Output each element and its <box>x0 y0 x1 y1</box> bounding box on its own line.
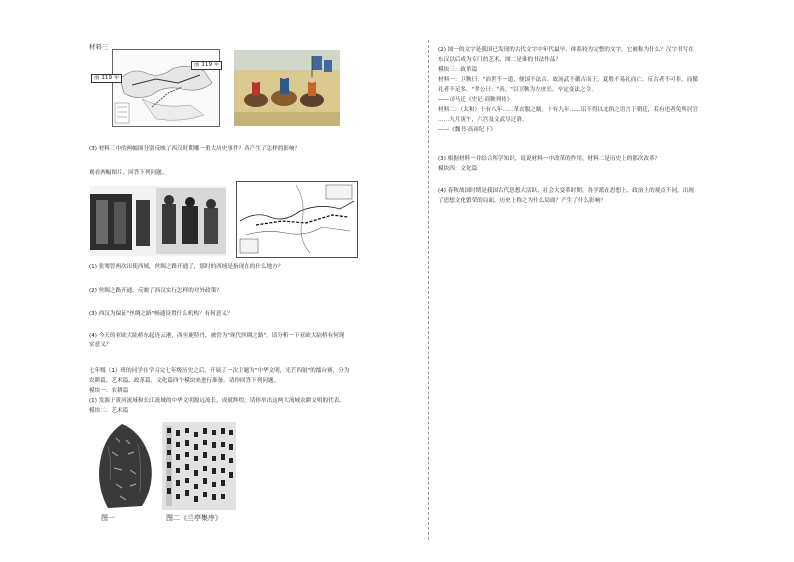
question-3-material: (3) 材料三中的两幅图分别反映了西汉时期哪一重大历史事件？各产生了怎样的影响？ <box>89 146 301 152</box>
module-1-question: (1) 发源于黄河流域和长江流域的中华文明源远流长，成就辉煌。请你举出这两大流域农耕文明的代表。 <box>89 398 345 404</box>
question-3: (3) 西汉为保证"丝绸之路"畅通设置什么机构？有何意义？ <box>89 311 233 317</box>
grade-intro-line1: 七年级（1）班的同学在学习完七年级历史之后，开展了一次主题为"中华文明，光芒四射"的擂台赛，分为 <box>89 368 350 374</box>
question-4-line2: 实意义？ <box>89 342 112 348</box>
right-question-4-line1: (4) 春秋战国时期是我国古代思想大活跃、社会大变革时期，各学派在思想上、政治上的观点不同，出现 <box>438 188 694 194</box>
observe-intro: 观看两幅图片，回答下列问题。 <box>89 170 168 176</box>
grade-intro-line2: 农耕篇、艺术篇、政革篇、文化篇四个模块来进行准备。请你回答下列问题。 <box>89 378 280 384</box>
lanting-calligraphy-image <box>162 422 236 510</box>
right-question-3: (3) 根据材料一并结合所学知识，说说材料一中改革的作用。材料二是历史上的那次改革？ <box>438 156 661 162</box>
material-1-line1: 材料一：卫鞅曰："治世不一道，便国不法古。故汤武不循古而王，夏殷不易礼而亡。反古者不可非，而循 <box>438 77 698 83</box>
oracle-bone-image <box>92 422 158 510</box>
column-divider <box>428 40 429 540</box>
figure-1-caption: 图一 <box>101 514 115 522</box>
question-2: (2) 丝绸之路开通，反映了西汉实行怎样的对外政策？ <box>89 288 222 294</box>
right-question-2-line2: 东汉以后成为专门的艺术，图二是谁的书法作品？ <box>438 57 562 63</box>
material-2-line1: 材料二：（太和）十有八年……革衣服之制。十有九年……诏不得以北俗之语言于朝廷，若有违者免所居官 <box>438 107 699 113</box>
envoy-painting <box>234 50 340 126</box>
right-question-4-line2: 了思想文化繁荣的局面，历史上称之为什么局面？产生了什么影响？ <box>438 198 606 204</box>
module-3-title: 模块三：政革篇 <box>438 67 478 73</box>
module-1-title: 模块一：农耕篇 <box>89 388 129 394</box>
question-1: (1) 张骞曾两次出使西域，丝绸之路开通了，那时的西域是指现在的什么地方？ <box>89 264 284 270</box>
map-tag-a: 前 119 年 <box>91 74 122 83</box>
map-tag-b: 前 119 年 <box>191 61 222 70</box>
right-question-2-line1: (2) 图一的文字是我国已发现的古代文字中年代最早、体系较为完整的文字，它被称为什么？汉字书写在 <box>438 47 694 53</box>
silk-road-map <box>236 181 358 258</box>
material3-label: 材料三 <box>89 43 109 51</box>
module-2-title: 模块二：艺术篇 <box>89 408 129 414</box>
material-2-line2: ……九月庚午，六宫及文武尽迁洛。 <box>438 117 528 123</box>
material-1-line2: 礼者不足多。"孝公曰："善。"以卫鞅为左庶长，卒定变法之令。 <box>438 87 597 93</box>
figure-2-caption: 图二《兰亭集序》 <box>166 514 222 522</box>
statue-photo <box>90 186 226 256</box>
module-4-title: 模块四：文化篇 <box>438 166 478 172</box>
question-4-line1: (4) 今天的亚欧大陆桥东起连云港，西至鹿特丹，被誉为"现代丝绸之路"。请分析一下亚欧大陆桥有何现 <box>89 333 345 339</box>
material-2-source: ——《魏书·高祖纪下》 <box>438 127 496 133</box>
material-1-source: ——司马迁《史记·商鞅列传》 <box>438 97 513 103</box>
